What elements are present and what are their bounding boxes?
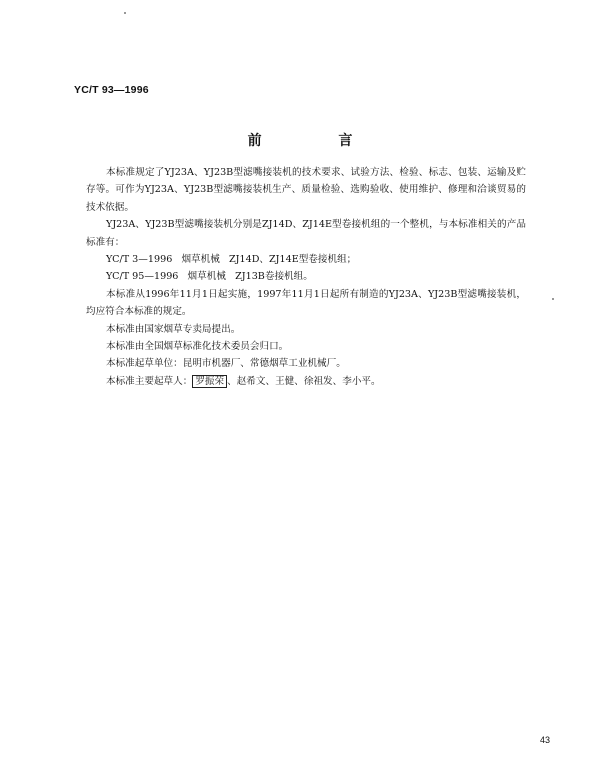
drafters-label: 本标准主要起草人： xyxy=(106,375,193,387)
other-drafters: 、赵希文、王健、徐祖发、李小平。 xyxy=(227,375,381,387)
boxed-drafter-name: 罗振荣 xyxy=(192,375,227,388)
paragraph-effective-date: 本标准从1996年11月1日起实施，1997年11月1日起所有制造的YJ23A、YJ23B型滤嘴接装机，均应符合本标准的规定。 xyxy=(86,288,526,318)
scan-speck xyxy=(124,12,126,14)
page-number: 43 xyxy=(539,735,550,745)
scan-speck xyxy=(552,298,554,300)
paragraph-proposed-by: 本标准由国家烟草专卖局提出。 xyxy=(106,323,241,335)
foreword-body xyxy=(86,164,526,390)
paragraph-drafting-units: 本标准起草单位：昆明市机器厂、常德烟草工业机械厂。 xyxy=(106,358,346,370)
related-standard-2: YC/T 95—1996 烟草机械 ZJ13B卷接机组。 xyxy=(106,271,313,283)
page-title: 前 言 xyxy=(247,133,389,149)
related-standard-1: YC/T 3—1996 烟草机械 ZJ14D、ZJ14E型卷接机组； xyxy=(106,254,357,266)
paragraph-centralized-by: 本标准由全国烟草标准化技术委员会归口。 xyxy=(106,341,289,353)
paragraph-scope: 本标准规定了YJ23A、YJ23B型滤嘴接装机的技术要求、试验方法、检验、标志、包装、运输及贮存等。可作为YJ23A、YJ23B型滤嘴接装机生产、质量检验、选购验收、使用维护、修理和洽谈贸易的技术依据。 xyxy=(86,167,526,213)
paragraph-related-standards: YJ23A、YJ23B型滤嘴接装机分别是ZJ14D、ZJ14E型卷接机组的一个整机，与本标准相关的产品标准有： xyxy=(86,219,526,248)
paragraph-drafters xyxy=(86,373,526,390)
standard-code-header: YC/T 93—1996 xyxy=(74,84,149,96)
